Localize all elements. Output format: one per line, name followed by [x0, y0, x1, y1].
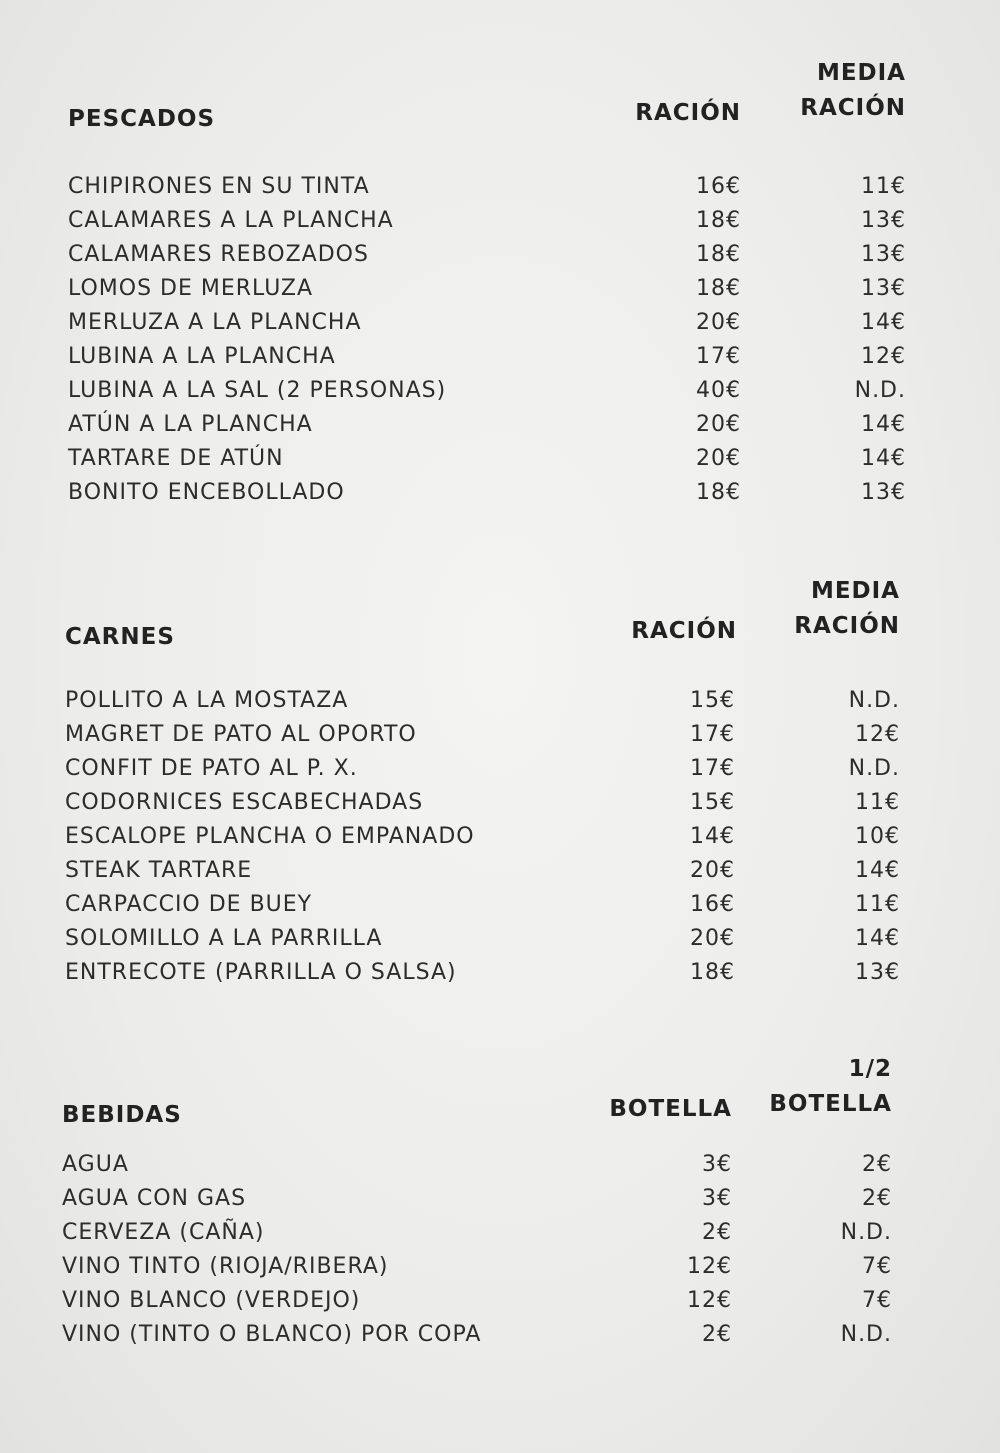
item-name: STEAK TARTARE: [65, 858, 253, 883]
menu-item: [68, 408, 906, 442]
item-name: CODORNICES ESCABECHADAS: [65, 790, 424, 815]
item-name: BONITO ENCEBOLLADO: [68, 480, 345, 505]
menu-item: [68, 306, 906, 340]
item-price-half: 14€: [855, 858, 900, 883]
menu-item: [62, 1148, 892, 1182]
item-price-half: 13€: [855, 960, 900, 985]
menu-item: [65, 854, 900, 888]
menu-item: [68, 340, 906, 374]
item-list: [65, 684, 900, 990]
column-header-line: MEDIA: [816, 60, 906, 86]
menu-item: [65, 718, 900, 752]
section-title: CARNES: [65, 624, 175, 650]
item-price-full: 17€: [690, 756, 735, 781]
item-price-half: 13€: [861, 242, 906, 267]
item-name: POLLITO A LA MOSTAZA: [65, 688, 349, 713]
item-name: VINO BLANCO (VERDEJO): [62, 1288, 361, 1313]
item-price-half-bottle: 7€: [862, 1288, 892, 1313]
item-name: MAGRET DE PATO AL OPORTO: [65, 722, 417, 747]
item-price-full: 18€: [696, 276, 741, 301]
item-price-full: 20€: [696, 310, 741, 335]
section-header: [65, 580, 900, 650]
item-price-half: 14€: [861, 310, 906, 335]
item-name: VINO TINTO (RIOJA/RIBERA): [62, 1254, 389, 1279]
item-price-half: 11€: [855, 892, 900, 917]
item-price-half-bottle: 2€: [862, 1152, 892, 1177]
item-price-full: 16€: [690, 892, 735, 917]
item-name: CALAMARES REBOZADOS: [68, 242, 369, 267]
item-price-full: 20€: [696, 446, 741, 471]
item-name: LOMOS DE MERLUZA: [68, 276, 314, 301]
menu-item: [65, 922, 900, 956]
section-title: BEBIDAS: [62, 1102, 182, 1128]
item-list: [68, 170, 906, 510]
item-name: ATÚN A LA PLANCHA: [68, 412, 313, 437]
section-header: [62, 1058, 892, 1128]
menu-item: [65, 820, 900, 854]
item-price-half-bottle: N.D.: [840, 1220, 892, 1245]
item-price-half-bottle: 7€: [862, 1254, 892, 1279]
item-price-half: 13€: [861, 480, 906, 505]
menu-item: [68, 374, 906, 408]
item-name: MERLUZA A LA PLANCHA: [68, 310, 362, 335]
item-price-full: 40€: [696, 378, 741, 403]
item-price-full: 15€: [690, 790, 735, 815]
section-pescados: [68, 62, 906, 510]
item-price-bottle: 2€: [702, 1322, 732, 1347]
item-price-full: 20€: [690, 858, 735, 883]
menu-item: [68, 238, 906, 272]
item-name: CARPACCIO DE BUEY: [65, 892, 313, 917]
item-price-half: 14€: [861, 446, 906, 471]
section-title: PESCADOS: [68, 106, 216, 132]
menu-item: [62, 1216, 892, 1250]
item-price-bottle: 12€: [687, 1288, 732, 1313]
item-name: LUBINA A LA PLANCHA: [68, 344, 336, 369]
section-bebidas: [62, 1058, 892, 1352]
item-name: CERVEZA (CAÑA): [62, 1220, 265, 1245]
menu-item: [65, 888, 900, 922]
item-name: LUBINA A LA SAL (2 PERSONAS): [68, 378, 447, 403]
menu-item: [65, 752, 900, 786]
item-price-half: 14€: [855, 926, 900, 951]
menu-item: [68, 272, 906, 306]
item-price-bottle: 12€: [687, 1254, 732, 1279]
item-name: AGUA CON GAS: [62, 1186, 247, 1211]
column-header-media-racion: [800, 56, 906, 126]
item-name: CALAMARES A LA PLANCHA: [68, 208, 394, 233]
item-price-half: 12€: [861, 344, 906, 369]
column-header-botella: BOTELLA: [609, 1096, 732, 1122]
section-carnes: [65, 580, 900, 990]
item-price-half-bottle: N.D.: [840, 1322, 892, 1347]
menu-item: [68, 442, 906, 476]
menu-item: [68, 204, 906, 238]
item-price-full: 18€: [696, 242, 741, 267]
section-header: [68, 62, 906, 132]
column-header-line: RACIÓN: [794, 613, 900, 639]
item-price-half: 12€: [855, 722, 900, 747]
column-header-line: BOTELLA: [769, 1091, 892, 1117]
item-price-half: 10€: [855, 824, 900, 849]
item-price-half: N.D.: [848, 756, 900, 781]
item-name: ENTRECOTE (PARRILLA O SALSA): [65, 960, 457, 985]
menu-item: [65, 956, 900, 990]
item-list: [62, 1148, 892, 1352]
item-name: CHIPIRONES EN SU TINTA: [68, 174, 370, 199]
column-header-racion: RACIÓN: [631, 618, 737, 644]
menu-item: [62, 1284, 892, 1318]
menu-item: [68, 170, 906, 204]
item-price-full: 17€: [696, 344, 741, 369]
item-price-full: 20€: [690, 926, 735, 951]
column-header-line: MEDIA: [810, 578, 900, 604]
item-price-half-bottle: 2€: [862, 1186, 892, 1211]
item-price-half: N.D.: [854, 378, 906, 403]
item-price-half: 13€: [861, 208, 906, 233]
item-price-half: 14€: [861, 412, 906, 437]
item-price-full: 18€: [696, 208, 741, 233]
menu-item: [62, 1250, 892, 1284]
item-price-full: 18€: [696, 480, 741, 505]
item-price-half: 13€: [861, 276, 906, 301]
item-price-full: 15€: [690, 688, 735, 713]
item-price-full: 14€: [690, 824, 735, 849]
item-price-full: 20€: [696, 412, 741, 437]
item-price-bottle: 2€: [702, 1220, 732, 1245]
column-header-line: 1/2: [848, 1056, 892, 1082]
column-header-media-racion: [794, 574, 900, 644]
item-price-half: N.D.: [848, 688, 900, 713]
item-name: AGUA: [62, 1152, 129, 1177]
item-price-half: 11€: [861, 174, 906, 199]
item-price-half: 11€: [855, 790, 900, 815]
item-name: TARTARE DE ATÚN: [68, 446, 284, 471]
column-header-media-botella: [769, 1052, 892, 1122]
item-name: SOLOMILLO A LA PARRILLA: [65, 926, 383, 951]
column-header-racion: RACIÓN: [635, 100, 741, 126]
item-price-bottle: 3€: [702, 1186, 732, 1211]
column-header-line: RACIÓN: [800, 95, 906, 121]
item-name: CONFIT DE PATO AL P. X.: [65, 756, 358, 781]
menu-item: [68, 476, 906, 510]
menu-item: [65, 786, 900, 820]
item-price-full: 18€: [690, 960, 735, 985]
item-name: VINO (TINTO O BLANCO) POR COPA: [62, 1322, 482, 1347]
menu-item: [65, 684, 900, 718]
menu-item: [62, 1182, 892, 1216]
item-price-full: 16€: [696, 174, 741, 199]
item-name: ESCALOPE PLANCHA O EMPANADO: [65, 824, 475, 849]
item-price-bottle: 3€: [702, 1152, 732, 1177]
item-price-full: 17€: [690, 722, 735, 747]
menu-item: [62, 1318, 892, 1352]
